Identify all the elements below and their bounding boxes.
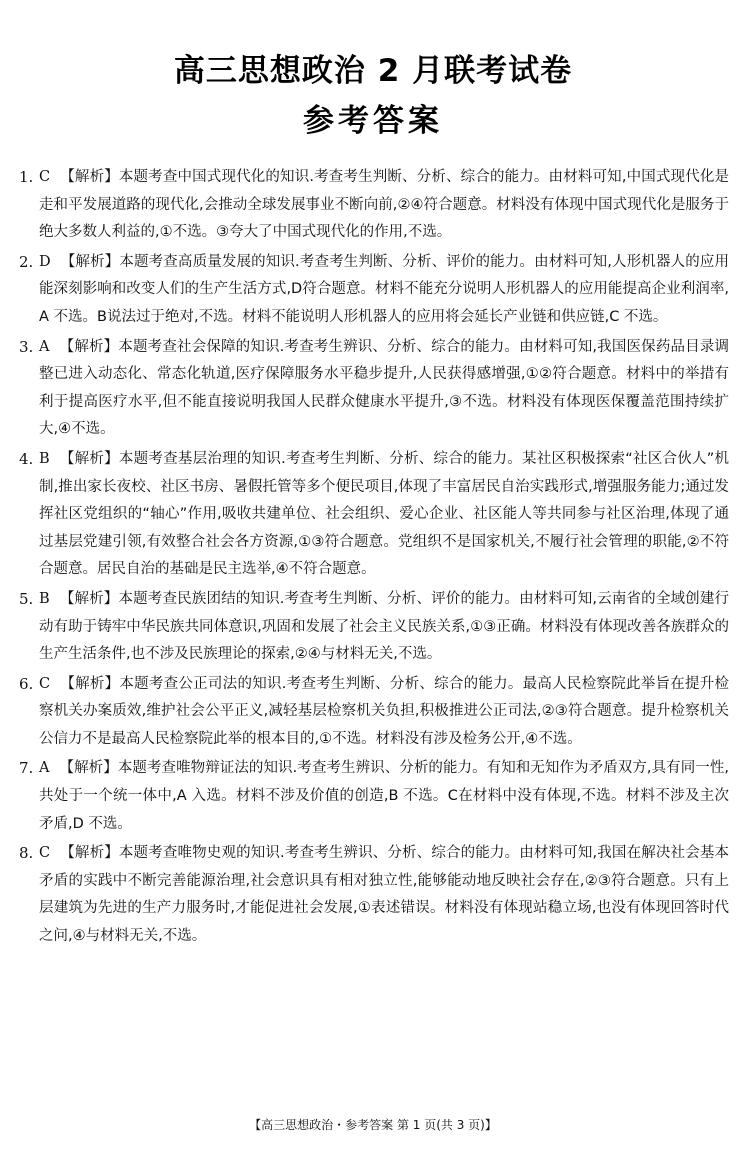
analysis-tag: 【解析】 [60, 169, 119, 185]
question-number: 8. [19, 844, 34, 863]
analysis-tag: 【解析】 [60, 845, 119, 862]
analysis-tag: 【解析】 [59, 450, 119, 467]
answer-item-6 [19, 671, 729, 754]
page-subtitle: 参考答案 [303, 103, 443, 139]
analysis-tag: 【解析】 [60, 675, 120, 692]
question-number: 7. [19, 759, 34, 778]
analysis-tag: 【解析】 [59, 590, 119, 607]
answer-body [39, 249, 729, 332]
answer-body [39, 755, 729, 838]
question-number: 3. [19, 337, 34, 356]
analysis-text: 本题考查社会保障的知识.考查考生辨识、分析、综合的能力。由材料可知,我国医保药品目录调整已进入动态化、常态化轨道,医疗保障服务水平稳步提升,人民获得感增强,①②符合题意。材料中的举措有利于提高医疗水平,但不能直接说明我国人民群众健康水平提升,③不选。材料没有体现医保覆盖范围持续扩大,④不选。 [39, 338, 730, 438]
answer-body [39, 840, 729, 950]
answer-choice: C [39, 845, 51, 862]
answer-choice: D [39, 253, 51, 270]
answer-choice: B [39, 590, 50, 607]
answer-body [39, 586, 729, 669]
page-footer: 【高三思想政治・参考答案 第 1 页(共 3 页)】 [249, 1118, 497, 1132]
analysis-text: 本题考查唯物辩证法的知识.考查考生辨识、分析的能力。有知和无知作为矛盾双方,具有同一性,共处于一个统一体中,A 入选。材料不涉及价值的创造,B 不选。C在材料中没有体现,不选。材料不涉及主次矛盾,D 不选。 [39, 760, 730, 832]
answer-choice: C [39, 169, 51, 185]
answer-item-3 [19, 334, 729, 444]
analysis-text: 本题考查民族团结的知识.考查考生判断、分析、评价的能力。由材料可知,云南省的全域创建行动有助于铸牢中华民族共同体意识,巩固和发展了社会主义民族关系,①③正确。材料没有体现改善各族群众的生产生活条件,也不涉及民族理论的探索,②④与材料无关,不选。 [39, 590, 729, 663]
analysis-text: 本题考查中国式现代化的知识.考查考生判断、分析、综合的能力。由材料可知,中国式现代化是走和平发展道路的现代化,会推动全球发展事业不断向前,②④符合题意。材料没有体现中国式现代化是服务于绝大多数人利益的,①不选。③夸大了中国式现代化的作用,不选。 [39, 169, 729, 241]
answer-choice: A [39, 338, 50, 355]
question-number: 6. [19, 674, 34, 693]
question-number: 1. [19, 168, 34, 186]
answer-choice: B [39, 450, 50, 467]
answer-body [39, 164, 729, 247]
answer-choice: A [39, 760, 50, 777]
question-number: 4. [19, 449, 34, 468]
analysis-tag: 【解析】 [59, 760, 118, 777]
answer-body [39, 334, 729, 444]
answer-choice: C [39, 675, 51, 692]
answer-item-4 [19, 446, 729, 584]
answer-item-5 [19, 586, 729, 669]
answer-body [39, 671, 729, 754]
answer-item-7 [19, 755, 729, 838]
answer-body [39, 446, 729, 584]
question-number: 2. [19, 252, 34, 271]
analysis-text: 本题考查基层治理的知识.考查考生判断、分析、综合的能力。某社区积极探索“社区合伙人”机制,推出家长夜校、社区书房、暑假托管等多个便民项目,体现了丰富居民自治实践形式,增强服务能力;通过发挥社区党组织的“轴心”作用,吸收共建单位、社会组织、爱心企业、社区能人等共同参与社区治理,体现了通过基层党建引领,有效整合社会各方资源,①③符合题意。党组织不是国家机关,不履行社会管理的职能,②不符合题意。居民自治的基础是民主选举,④不符合题意。 [39, 450, 729, 578]
question-number: 5. [19, 589, 34, 608]
page-title: 高三思想政治 2 月联考试卷 [173, 53, 573, 89]
answer-item-8 [19, 840, 729, 950]
analysis-text: 本题考查公正司法的知识.考查考生判断、分析、综合的能力。最高人民检察院此举旨在提升检察机关办案质效,维护社会公平正义,减轻基层检察机关负担,积极推进公正司法,②③符合题意。提升检察机关公信力不是最高人民检察院此举的根本目的,①不选。材料没有涉及检务公开,④不选。 [39, 675, 729, 747]
answer-item-2 [19, 249, 729, 332]
answer-item-1 [19, 164, 729, 247]
analysis-text: 本题考查唯物史观的知识.考查考生辨识、分析、综合的能力。由材料可知,我国在解决社会基本矛盾的实践中不断完善能源治理,社会意识具有相对独立性,能够能动地反映社会存在,②③符合题意。只有上层建筑为先进的生产力服务时,才能促进社会发展,①表述错误。材料没有体现站稳立场,也没有体现回答时代之问,④与材料无关,不选。 [39, 845, 729, 945]
answer-list [19, 164, 729, 953]
analysis-tag: 【解析】 [59, 338, 119, 355]
analysis-text: 本题考查高质量发展的知识.考查考生判断、分析、评价的能力。由材料可知,人形机器人的应用能深刻影响和改变人们的生产生活方式,D符合题意。材料不能充分说明人形机器人的应用能提高企业利润率,A 不选。B说法过于绝对,不选。材料不能说明人形机器人的应用将会延长产业链和供应链,C 不选。 [39, 253, 730, 325]
analysis-tag: 【解析】 [60, 253, 120, 270]
